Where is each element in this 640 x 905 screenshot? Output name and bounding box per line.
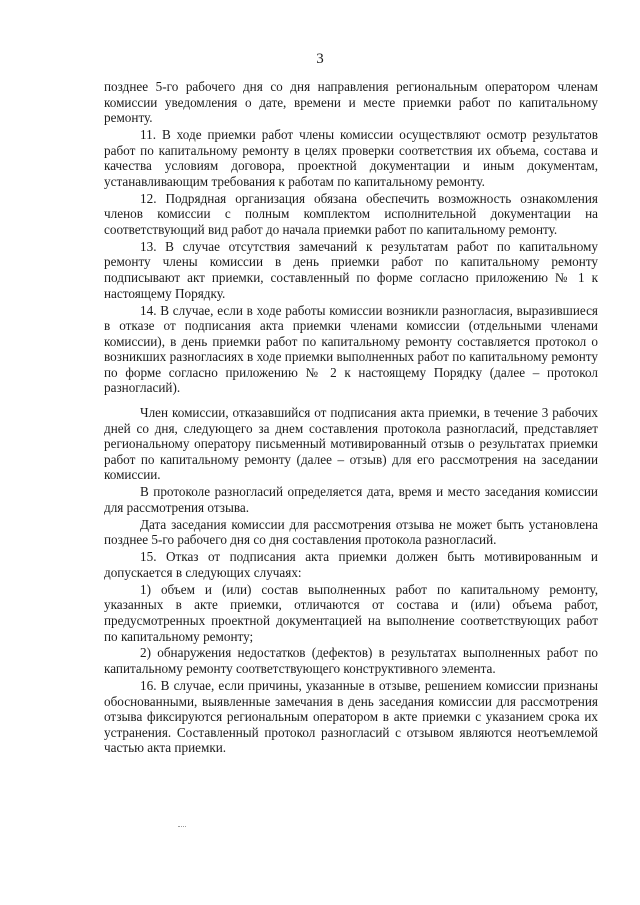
paragraph-14-member-refusal: Член комиссии, отказавшийся от подписания акта приемки, в течение 3 рабочих дней со дня, следующего за днем составления протокола разногласий, представляет региональному оператору письменный мотивированный отзыв о результатах приемки работ по капитальному ремонту (далее – отзыв) для его рассмотрения на заседании комиссии. (104, 405, 598, 483)
paragraph-16: 16. В случае, если причины, указанные в отзыве, решением комиссии признаны обоснованными, выявленные замечания в день заседания комиссии для рассмотрения отзыва фиксируются региональным оператором в акте приемки с указанием срока их устранения. Составленный протокол разногласий с отзывом являются неотъемлемой частью акта приемки. (104, 677, 598, 756)
paragraph-14-protocol-date: В протоколе разногласий определяется дата, время и место заседания комиссии для рассмотрения отзыва. (104, 484, 598, 515)
paragraph-14-meeting-date: Дата заседания комиссии для рассмотрения отзыва не может быть установлена позднее 5-го рабочего дня со дня составления протокола разногласий. (104, 516, 598, 548)
paragraph-1: позднее 5-го рабочего дня со дня направления региональным оператором членам комиссии уведомления о дате, времени и месте приемки работ по капитальному ремонту. (104, 79, 598, 126)
scan-artifact-mark (178, 826, 186, 828)
paragraph-12: 12. Подрядная организация обязана обеспечить возможность ознакомления членов комиссии с полным комплектом исполнительной документации на соответствующий вид работ до начала приемки работ по капитальному ремонту. (104, 190, 598, 237)
paragraph-15: 15. Отказ от подписания акта приемки должен быть мотивированным и допускается в следующих случаях: (104, 549, 598, 580)
paragraph-11: 11. В ходе приемки работ члены комиссии осуществляют осмотр результатов работ по капитальному ремонту в целях проверки соответствия их объема, состава и качества условиям договора, проектной документации и иным документам, устанавливающим требования к работам по капитальному ремонту. (104, 127, 598, 189)
document-body (104, 79, 598, 756)
page-number: 3 (316, 51, 324, 67)
paragraph-15-case-1: 1) объем и (или) состав выполненных работ по капитальному ремонту, указанных в акте приемки, отличаются от состава и (или) объема работ, предусмотренных проектной документацией на выполнение соответствующих работ по капитальному ремонту; (104, 581, 598, 644)
paragraph-14: 14. В случае, если в ходе работы комиссии возникли разногласия, выразившиеся в отказе от подписания акта приемки членами комиссии (отдельными членами комиссии), в день приемки работ по капитальному ремонту составляется протокол о возникших разногласиях в ходе приемки выполненных работ по капитальному ремонту по форме согласно приложению № 2 к настоящему Порядку (далее – протокол разногласий). (104, 302, 598, 396)
paragraph-13: 13. В случае отсутствия замечаний к результатам работ по капитальному ремонту члены комиссии в день приемки работ по капитальному ремонту подписывают акт приемки, составленный по форме согласно приложению № 1 к настоящему Порядку. (104, 238, 598, 301)
paragraph-15-case-2: 2) обнаружения недостатков (дефектов) в результатах выполненных работ по капитальному ремонту соответствующего конструктивного элемента. (104, 645, 598, 677)
